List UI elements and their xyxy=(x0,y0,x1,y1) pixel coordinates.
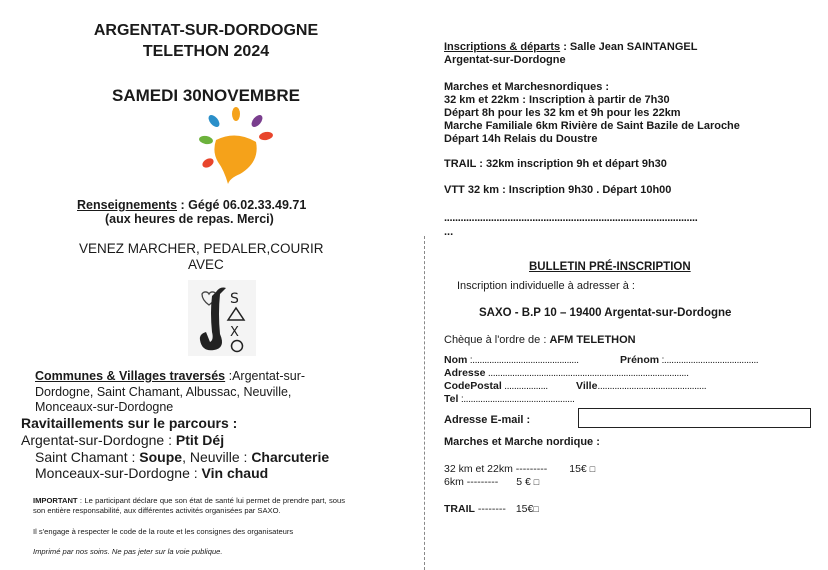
info-line xyxy=(77,198,306,212)
prenom-field[interactable] xyxy=(620,355,758,367)
petal-bottom-left xyxy=(201,157,215,170)
saxo-logo-icon xyxy=(188,280,256,356)
nom-dots: :............................................ xyxy=(467,354,579,366)
option2-checkbox[interactable]: □ xyxy=(533,477,540,487)
rav2-food2: Charcuterie xyxy=(251,449,330,465)
adresse-label: Adresse xyxy=(444,367,486,379)
marches-line1: 32 km et 22km : Inscription à partir de 7h30 xyxy=(444,94,670,106)
option1-price: 15€ xyxy=(569,463,587,475)
cheque-line xyxy=(444,334,636,347)
column-divider xyxy=(424,236,425,570)
rav3-food: Vin chaud xyxy=(201,465,269,481)
printed-notice: Imprimé par nos soins. Ne pas jeter sur la voie publique. xyxy=(33,547,223,556)
option1-checkbox[interactable]: □ xyxy=(589,464,596,474)
rav3-place: Monceaux-sur-Dordogne : xyxy=(35,465,202,481)
petal-left xyxy=(198,135,213,145)
svg-text:X: X xyxy=(230,325,239,340)
separator-tail: ... xyxy=(444,226,454,238)
ville-dots: ............................................. xyxy=(597,380,707,392)
communes-line1 xyxy=(35,369,305,385)
email-label: Adresse E-mail : xyxy=(444,414,531,426)
bulletin-individual: Inscription individuelle à adresser à : xyxy=(457,280,635,292)
trail-checkbox[interactable]: □ xyxy=(533,504,539,514)
rav2-mid: , Neuville : xyxy=(182,449,252,465)
trail-info: TRAIL : 32km inscription 9h et départ 9h30 xyxy=(444,158,667,170)
option2-price: 5 € xyxy=(516,476,531,488)
option1-label: 32 km et 22km --------- xyxy=(444,463,548,475)
petal-right xyxy=(258,131,273,141)
sun-body xyxy=(214,135,256,184)
codepostal-label: CodePostal xyxy=(444,380,502,392)
codepostal-dots: .................. xyxy=(501,380,548,392)
title-event: TELETHON 2024 xyxy=(142,43,270,60)
nom-field[interactable] xyxy=(444,355,579,367)
ravitaillements-title: Ravitaillements sur le parcours : xyxy=(21,415,238,431)
marches-line4: Départ 14h Relais du Doustre xyxy=(444,133,598,145)
important-label: IMPORTANT xyxy=(33,496,78,505)
title-city: ARGENTAT-SUR-DORDOGNE xyxy=(93,22,319,39)
ravitaillement-1 xyxy=(21,431,224,449)
option-32-22km[interactable] xyxy=(444,463,595,476)
rav2-place: Saint Chamant : xyxy=(35,449,140,465)
svg-text:S: S xyxy=(230,291,239,307)
cheque-to: AFM TELETHON xyxy=(549,334,636,346)
email-input[interactable] xyxy=(578,408,811,428)
tel-field[interactable] xyxy=(444,394,574,406)
rav2-food1: Soupe xyxy=(139,449,183,465)
info-contact: : Gégé 06.02.33.49.71 xyxy=(177,198,307,212)
prenom-dots: :....................................... xyxy=(659,354,759,366)
prenom-label: Prénom xyxy=(620,354,660,366)
inscriptions-place: : Salle Jean SAINTANGEL xyxy=(560,41,698,53)
tel-dots: :.............................................. xyxy=(458,393,575,405)
communes-start: :Argentat-sur- xyxy=(225,369,306,383)
rav1-food: Ptit Déj xyxy=(175,432,225,448)
trail-price: 15€ xyxy=(515,503,534,515)
ville-field[interactable] xyxy=(576,381,706,393)
bulletin-address: SAXO - B.P 10 – 19400 Argentat-sur-Dordogne xyxy=(479,307,732,319)
important-line2: Il s'engage à respecter le code de la route et les consignes des organisateurs xyxy=(33,527,294,536)
sun-logo-icon xyxy=(196,106,276,186)
separator-dots: ............................................................................................ xyxy=(444,212,698,224)
inscriptions-city: Argentat-sur-Dordogne xyxy=(444,54,566,66)
option2-label: 6km --------- xyxy=(444,476,499,488)
vtt-info: VTT 32 km : Inscription 9h30 . Départ 10h00 xyxy=(444,184,672,196)
option-6km[interactable] xyxy=(444,476,539,489)
inscriptions-line xyxy=(444,41,697,54)
codepostal-field[interactable] xyxy=(444,381,548,393)
tel-label: Tel xyxy=(444,393,459,405)
invite-line1: VENEZ MARCHER, PEDALER,COURIR xyxy=(79,241,324,256)
bulletin-title: BULLETIN PRÉ-INSCRIPTION xyxy=(529,261,691,273)
invite-line2: AVEC xyxy=(188,257,224,272)
inscriptions-label: Inscriptions & départs xyxy=(444,41,561,53)
rav1-place: Argentat-sur-Dordogne : xyxy=(21,432,176,448)
info-hours: (aux heures de repas. Merci) xyxy=(105,212,274,226)
cheque-label: Chèque à l'ordre de : xyxy=(444,334,550,346)
adresse-dots: ................................................................................... xyxy=(485,367,689,379)
trail-label: TRAIL xyxy=(444,503,475,515)
adresse-field[interactable] xyxy=(444,368,689,380)
communes-line2: Dordogne, Saint Chamant, Albussac, Neuville, xyxy=(35,385,292,399)
marches-line2: Départ 8h pour les 32 km et 9h pour les 22km xyxy=(444,107,681,119)
petal-top-right xyxy=(249,113,264,129)
communes-label: Communes & Villages traversés xyxy=(35,369,226,383)
marches-line3: Marche Familiale 6km Rivière de Saint Bazile de Laroche xyxy=(444,120,740,132)
trail-dashes: -------- xyxy=(474,503,506,515)
event-date: SAMEDI 30NOVEMBRE xyxy=(112,86,300,105)
communes-line3: Monceaux-sur-Dordogne xyxy=(35,400,174,414)
ville-label: Ville xyxy=(576,380,598,392)
important-text: : Le participant déclare que son état de santé lui permet de prendre part, sous son entière responsabilité, aux différentes activités organisées par SAXO. xyxy=(33,496,345,515)
petal-top xyxy=(232,107,240,121)
marche-nordique-title: Marches et Marche nordique : xyxy=(444,436,600,448)
info-label: Renseignements xyxy=(77,198,178,212)
option-trail[interactable] xyxy=(444,503,539,516)
marches-title: Marches et Marchesnordiques : xyxy=(444,81,610,93)
important-notice xyxy=(33,496,345,516)
petal-top-left xyxy=(206,113,221,129)
ravitaillement-3 xyxy=(35,464,268,482)
nom-label: Nom xyxy=(444,354,468,366)
